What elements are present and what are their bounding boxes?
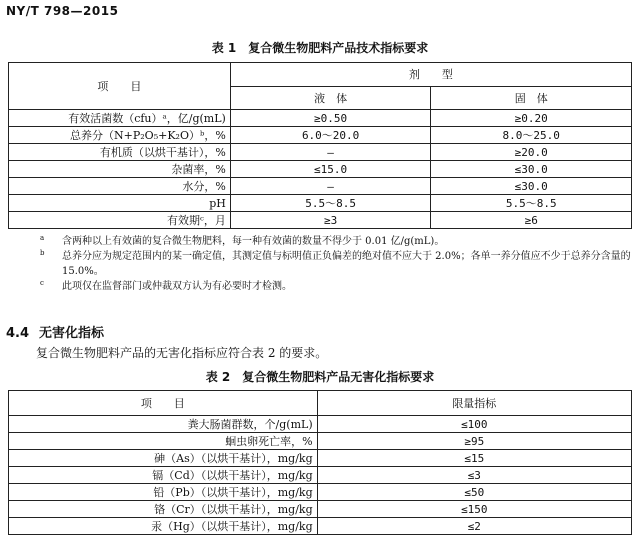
- table-row: [9, 501, 632, 518]
- table1-cell-item: 水分，%: [9, 178, 231, 195]
- table1-head-liquid: 液 体: [230, 86, 431, 110]
- table2-cell-item: 镉（Cd）（以烘干基计），mg/kg: [9, 467, 318, 484]
- table-row: [9, 450, 632, 467]
- table1-head-item: 项 目: [9, 63, 231, 110]
- section-heading: [6, 322, 104, 341]
- table2-head-item: 项 目: [9, 391, 318, 416]
- table2-cell-item: 汞（Hg）（以烘干基计），mg/kg: [9, 518, 318, 535]
- table1-cell-liquid: ≤15.0: [230, 161, 431, 178]
- table1-cell-solid: ≤30.0: [431, 178, 632, 195]
- table2-cell-item: 粪大肠菌群数，个/g(mL): [9, 416, 318, 433]
- table1-cell-item: 杂菌率，%: [9, 161, 231, 178]
- table2-cell-limit: ≤50: [317, 484, 631, 501]
- standard-number: NY/T 798—2015: [6, 4, 119, 18]
- table1-cell-liquid: —: [230, 178, 431, 195]
- table2-cell-limit: ≥95: [317, 433, 631, 450]
- table1-head-group: 剂 型: [230, 63, 631, 87]
- table1-cell-liquid: —: [230, 144, 431, 161]
- table1-head-solid: 固 体: [431, 86, 632, 110]
- table1-cell-item: pH: [9, 195, 231, 212]
- table-row: [9, 467, 632, 484]
- table1-caption: 表 1 复合微生物肥料产品技术指标要求: [211, 41, 429, 55]
- table1-note: [40, 234, 632, 249]
- table-row: [9, 212, 632, 229]
- table1-cell-liquid: 5.5～8.5: [230, 195, 431, 212]
- table1-cell-item: 有机质（以烘干基计），%: [9, 144, 231, 161]
- table1-cell-solid: 5.5～8.5: [431, 195, 632, 212]
- table2-cell-limit: ≤3: [317, 467, 631, 484]
- table1: [8, 62, 632, 229]
- note-text: 含两种以上有效菌的复合微生物肥料，每一种有效菌的数量不得少于 0.01 亿/g(mL)。: [62, 236, 445, 247]
- note-text: 总养分应为规定范围内的某一确定值，其测定值与标明值正负偏差的绝对值不应大于 2.0%；各单一养分值应不少于总养分含量的 15.0%。: [62, 251, 631, 277]
- table-row: [9, 195, 632, 212]
- table1-cell-liquid: 6.0～20.0: [230, 127, 431, 144]
- note-text: 此项仅在监督部门或仲裁双方认为有必要时才检测。: [62, 281, 292, 292]
- note-mark: a: [40, 234, 45, 242]
- table-row: [9, 518, 632, 535]
- table1-cell-liquid: ≥3: [230, 212, 431, 229]
- table2-caption: 表 2 复合微生物肥料产品无害化指标要求: [205, 370, 435, 384]
- table-row: [9, 484, 632, 501]
- table1-notes: [40, 234, 632, 294]
- table1-cell-item: 总养分（N+P₂O₅+K₂O）ᵇ，%: [9, 127, 231, 144]
- table-row: [9, 416, 632, 433]
- table1-cell-solid: ≤30.0: [431, 161, 632, 178]
- section-paragraph: 复合微生物肥料产品的无害化指标应符合表 2 的要求。: [36, 346, 328, 360]
- table1-cell-solid: ≥20.0: [431, 144, 632, 161]
- table2-cell-limit: ≤15: [317, 450, 631, 467]
- table2-cell-item: 铬（Cr）（以烘干基计），mg/kg: [9, 501, 318, 518]
- table-row: [9, 433, 632, 450]
- table2-cell-item: 蛔虫卵死亡率，%: [9, 433, 318, 450]
- note-mark: b: [40, 249, 45, 257]
- table2-head-limit: 限量指标: [317, 391, 631, 416]
- table1-cell-solid: ≥0.20: [431, 110, 632, 127]
- table2-cell-limit: ≤100: [317, 416, 631, 433]
- table-row: [9, 178, 632, 195]
- section-number: 4.4: [6, 326, 30, 341]
- table1-cell-solid: 8.0～25.0: [431, 127, 632, 144]
- table2: [8, 390, 632, 535]
- table1-cell-item: 有效期ᶜ，月: [9, 212, 231, 229]
- table2-cell-limit: ≤2: [317, 518, 631, 535]
- table1-cell-liquid: ≥0.50: [230, 110, 431, 127]
- table1-cell-solid: ≥6: [431, 212, 632, 229]
- table-row: [9, 144, 632, 161]
- table1-note: [40, 249, 632, 279]
- table-row: [9, 127, 632, 144]
- table2-cell-item: 砷（As）（以烘干基计），mg/kg: [9, 450, 318, 467]
- table1-cell-item: 有效活菌数（cfu）ᵃ，亿/g(mL): [9, 110, 231, 127]
- note-mark: c: [40, 279, 44, 287]
- table-row: [9, 161, 632, 178]
- section-title: 无害化指标: [39, 326, 105, 341]
- table2-cell-limit: ≤150: [317, 501, 631, 518]
- table1-note: [40, 279, 632, 294]
- table2-cell-item: 铅（Pb）（以烘干基计），mg/kg: [9, 484, 318, 501]
- table-row: [9, 110, 632, 127]
